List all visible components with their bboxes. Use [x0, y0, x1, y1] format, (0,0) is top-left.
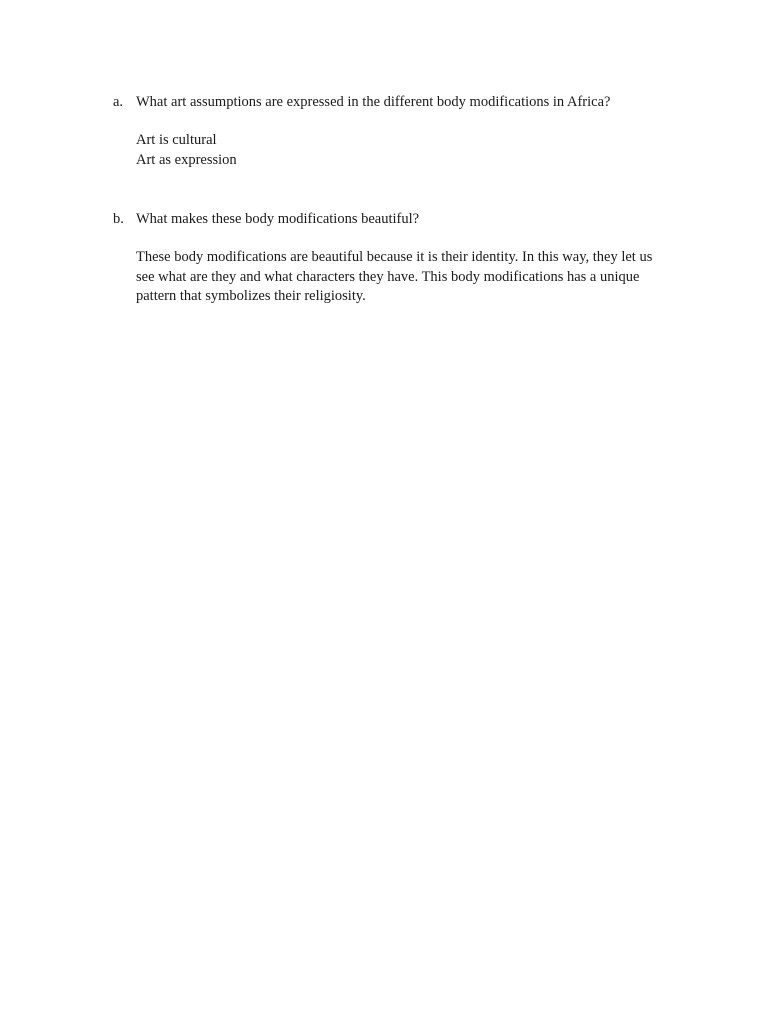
- question-text: What makes these body modifications beautiful?: [136, 211, 420, 227]
- answer-line: see what are they and what characters they have. This body modifications has a unique: [136, 268, 640, 285]
- answer-list: [136, 131, 237, 170]
- answer-paragraph: [136, 248, 681, 307]
- list-marker: a.: [113, 94, 124, 110]
- answer-line: Art as expression: [136, 151, 237, 168]
- answer-line: pattern that symbolizes their religiosity.: [136, 288, 366, 304]
- answer-line: These body modifications are beautiful because it is their identity. In this way, they let us: [136, 249, 653, 265]
- question-text: What art assumptions are expressed in the different body modifications in Africa?: [136, 94, 611, 110]
- answer-line: Art is cultural: [136, 132, 217, 148]
- list-marker: b.: [113, 211, 124, 227]
